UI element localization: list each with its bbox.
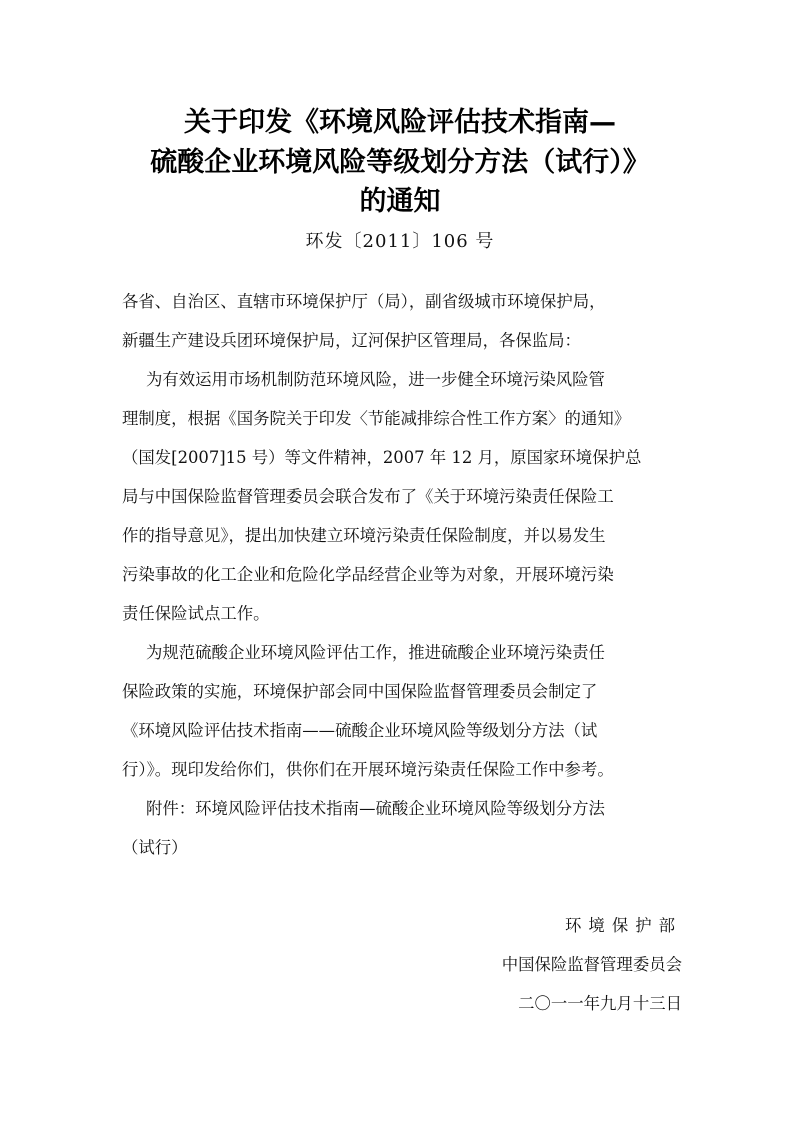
attachment-line-2: （试行） — [122, 838, 188, 857]
paragraph-1-line: 为有效运用市场机制防范环境风险，进一步健全环境污染风险管 — [146, 370, 605, 389]
paragraph-1-line: 污染事故的化工企业和危险化学品经营企业等为对象，开展环境污染 — [122, 565, 614, 584]
notice-title-line-3: 的通知 — [359, 186, 441, 217]
paragraph-2-line: 《环境风险评估技术指南——硫酸企业环境风险等级划分方法（试 — [122, 721, 598, 740]
addressee-line-1: 各省、自治区、直辖市环境保护厅（局），副省级城市环境保护局， — [122, 292, 606, 311]
issuer-ministry: 环境保护部 — [565, 916, 682, 935]
document-number: 环发〔2011〕106 号 — [305, 231, 495, 252]
attachment-line-1: 附件：环境风险评估技术指南—硫酸企业环境风险等级划分方法 — [146, 799, 605, 818]
paragraph-1-line: 责任保险试点工作。 — [122, 604, 270, 623]
paragraph-1-line: 作的指导意见》，提出加快建立环境污染责任保险制度，并以易发生 — [122, 526, 606, 545]
notice-title-line-2: 硫酸企业环境风险等级划分方法（试行）》 — [150, 147, 650, 178]
paragraph-2-line: 行）》。现印发给你们，供你们在开展环境污染责任保险工作中参考。 — [122, 760, 614, 779]
notice-title-line-1: 关于印发《环境风险评估技术指南— — [184, 107, 616, 138]
issuer-commission: 中国保险监督管理委员会 — [501, 955, 682, 974]
paragraph-1-line: （国发[2007]15 号）等文件精神，2007 年 12 月，原国家环境保护总 — [122, 448, 642, 467]
paragraph-1-line: 局与中国保险监督管理委员会联合发布了《关于环境污染责任保险工 — [122, 487, 614, 506]
paragraph-2-line: 为规范硫酸企业环境风险评估工作，推进硫酸企业环境污染责任 — [146, 643, 605, 662]
addressee-line-2: 新疆生产建设兵团环境保护局，辽河保护区管理局，各保监局： — [122, 331, 581, 350]
paragraph-1-line: 理制度，根据《国务院关于印发〈节能减排综合性工作方案〉的通知》 — [122, 409, 631, 428]
paragraph-2-line: 保险政策的实施，环境保护部会同中国保险监督管理委员会制定了 — [122, 682, 598, 701]
issue-date: 二〇一一年九月十三日 — [518, 994, 682, 1013]
